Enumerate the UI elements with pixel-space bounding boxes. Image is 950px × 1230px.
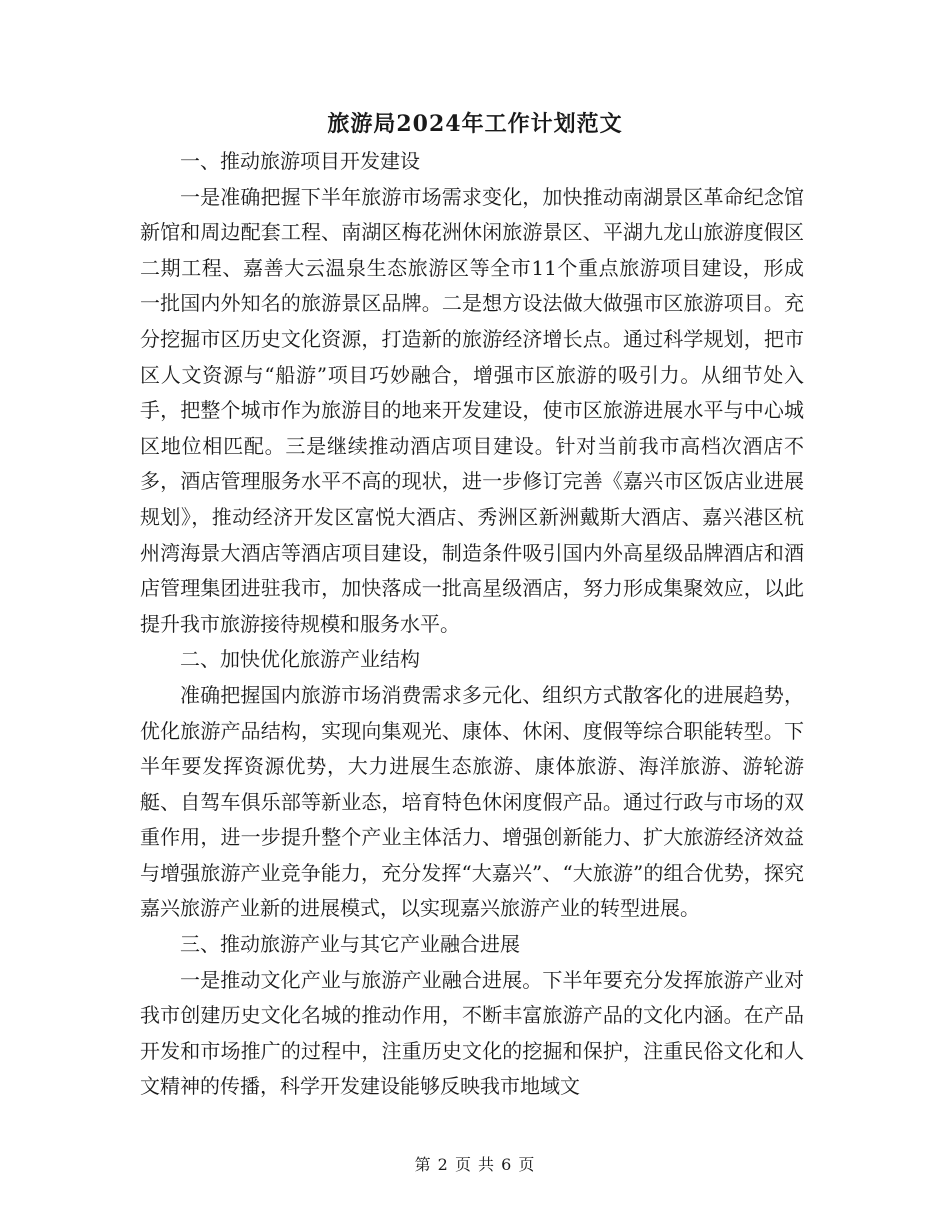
- document-title: 旅游局2024年工作计划范文: [327, 111, 623, 137]
- document-body: [140, 144, 804, 1105]
- body-paragraph-3: 一是推动文化产业与旅游产业融合进展。下半年要充分发挥旅游产业对我市创建历史文化名城的推动作用，不断丰富旅游产品的文化内涵。在产品开发和市场推广的过程中，注重历史文化的挖掘和保护，注重民俗文化和人文精神的传播，科学开发建设能够反映我市地域文: [140, 967, 804, 1099]
- body-paragraph-2: 准确把握国内旅游市场消费需求多元化、组织方式散客化的进展趋势，优化旅游产品结构，实现向集观光、康体、休闲、度假等综合职能转型。下半年要发挥资源优势，大力进展生态旅游、康体旅游、海洋旅游、游轮游艇、自驾车俱乐部等新业态，培育特色休闲度假产品。通过行政与市场的双重作用，进一步提升整个产业主体活力、增强创新能力、扩大旅游经济效益与增强旅游产业竞争能力，充分发挥“大嘉兴”、“大旅游”的组合优势，探究嘉兴旅游产业新的进展模式，以实现嘉兴旅游产业的转型进展。: [140, 682, 804, 921]
- body-paragraph-1: 一是准确把握下半年旅游市场需求变化，加快推动南湖景区革命纪念馆新馆和周边配套工程、南湖区梅花洲休闲旅游景区、平湖九龙山旅游度假区二期工程、嘉善大云温泉生态旅游区等全市11个重点旅游项目建设，形成一批国内外知名的旅游景区品牌。二是想方设法做大做强市区旅游项目。充分挖掘市区历史文化资源，打造新的旅游经济增长点。通过科学规划，把市区人文资源与“船游”项目巧妙融合，增强市区旅游的吸引力。从细节处入手，把整个城市作为旅游目的地来开发建设，使市区旅游进展水平与中心城区地位相匹配。三是继续推动酒店项目建设。针对当前我市高档次酒店不多，酒店管理服务水平不高的现状，进一步修订完善《嘉兴市区饭店业进展规划》，推动经济开发区富悦大酒店、秀洲区新洲戴斯大酒店、嘉兴港区杭州湾海景大酒店等酒店项目建设，制造条件吸引国内外高星级品牌酒店和酒店管理集团进驻我市，加快落成一批高星级酒店，努力形成集聚效应，以此提升我市旅游接待规模和服务水平。: [140, 184, 804, 636]
- section-heading-1: 一、推动旅游项目开发建设: [180, 149, 420, 173]
- section-heading-2: 二、加快优化旅游产业结构: [180, 647, 420, 672]
- page-number-footer: 第 2 页 共 6 页: [414, 1155, 536, 1174]
- section-heading-3: 三、推动旅游产业与其它产业融合进展: [180, 932, 520, 957]
